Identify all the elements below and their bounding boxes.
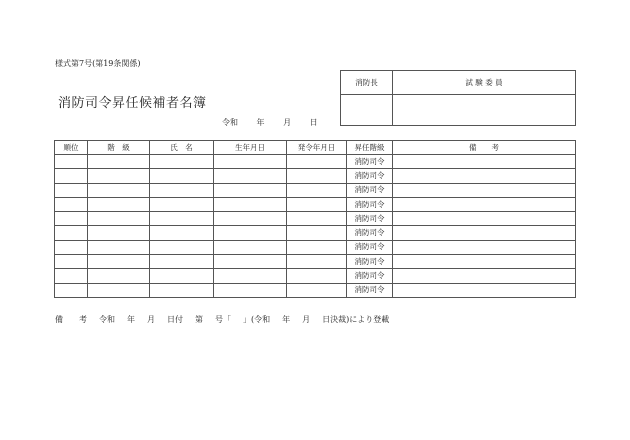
table-row	[55, 197, 576, 211]
entry-cell[interactable]	[150, 169, 214, 183]
roster-header-cell: 生年月日	[214, 141, 287, 155]
candidate-roster-table	[54, 140, 576, 298]
entry-cell[interactable]	[150, 212, 214, 226]
rank-cell: 消防司令	[347, 212, 393, 226]
remarks-part: 日付	[167, 315, 183, 324]
entry-cell[interactable]	[150, 226, 214, 240]
rank-cell: 消防司令	[347, 269, 393, 283]
entry-cell[interactable]	[55, 197, 88, 211]
entry-cell[interactable]	[287, 155, 347, 169]
entry-cell[interactable]	[88, 283, 150, 297]
rank-cell: 消防司令	[347, 226, 393, 240]
entry-cell[interactable]	[287, 240, 347, 254]
rank-cell: 消防司令	[347, 283, 393, 297]
entry-cell[interactable]	[55, 269, 88, 283]
page-title: 消防司令昇任候補者名簿	[58, 96, 207, 111]
entry-cell[interactable]	[393, 269, 576, 283]
entry-cell[interactable]	[214, 240, 287, 254]
remarks-part: 月	[147, 315, 155, 324]
remarks-part: 令和	[99, 315, 115, 324]
entry-cell[interactable]	[214, 197, 287, 211]
form-number: 様式第7号(第19条関係)	[55, 59, 141, 68]
entry-cell[interactable]	[393, 240, 576, 254]
entry-cell[interactable]	[287, 226, 347, 240]
remarks-line	[55, 314, 401, 325]
table-row	[55, 155, 576, 169]
roster-header-cell: 発令年月日	[287, 141, 347, 155]
entry-cell[interactable]	[214, 155, 287, 169]
remarks-part: 年	[282, 315, 291, 324]
entry-cell[interactable]	[55, 255, 88, 269]
entry-cell[interactable]	[393, 155, 576, 169]
remarks-part: 備 考	[55, 315, 87, 324]
rank-cell: 消防司令	[347, 169, 393, 183]
remarks-part: 第	[195, 315, 203, 324]
rank-cell: 消防司令	[347, 255, 393, 269]
entry-cell[interactable]	[88, 269, 150, 283]
date-day: 日	[309, 118, 318, 127]
entry-cell[interactable]	[393, 255, 576, 269]
entry-cell[interactable]	[287, 197, 347, 211]
entry-cell[interactable]	[88, 197, 150, 211]
date-month: 月	[283, 118, 292, 127]
committee-seal-cell[interactable]	[393, 95, 576, 126]
entry-cell[interactable]	[287, 269, 347, 283]
entry-cell[interactable]	[55, 212, 88, 226]
entry-cell[interactable]	[55, 240, 88, 254]
entry-cell[interactable]	[150, 269, 214, 283]
date-line	[222, 117, 332, 128]
date-era: 令和	[222, 118, 238, 127]
roster-header-cell: 昇任階級	[347, 141, 393, 155]
entry-cell[interactable]	[88, 183, 150, 197]
table-row	[55, 226, 576, 240]
entry-cell[interactable]	[214, 255, 287, 269]
remarks-part: 年	[127, 315, 135, 324]
entry-cell[interactable]	[393, 283, 576, 297]
entry-cell[interactable]	[150, 255, 214, 269]
table-row	[55, 240, 576, 254]
entry-cell[interactable]	[88, 155, 150, 169]
remarks-part: 日決裁)により登載	[322, 315, 390, 324]
entry-cell[interactable]	[287, 255, 347, 269]
entry-cell[interactable]	[287, 183, 347, 197]
entry-cell[interactable]	[88, 255, 150, 269]
entry-cell[interactable]	[214, 226, 287, 240]
rank-cell: 消防司令	[347, 183, 393, 197]
entry-cell[interactable]	[287, 212, 347, 226]
entry-cell[interactable]	[393, 197, 576, 211]
entry-cell[interactable]	[88, 226, 150, 240]
entry-cell[interactable]	[88, 169, 150, 183]
entry-cell[interactable]	[88, 212, 150, 226]
entry-cell[interactable]	[214, 269, 287, 283]
table-row	[55, 212, 576, 226]
remarks-part: 」(令和	[243, 315, 271, 324]
roster-header-cell: 順位	[55, 141, 88, 155]
entry-cell[interactable]	[55, 226, 88, 240]
entry-cell[interactable]	[214, 169, 287, 183]
table-row	[55, 255, 576, 269]
entry-cell[interactable]	[150, 283, 214, 297]
rank-cell: 消防司令	[347, 155, 393, 169]
entry-cell[interactable]	[55, 283, 88, 297]
chief-seal-cell[interactable]	[341, 95, 393, 126]
entry-cell[interactable]	[88, 240, 150, 254]
entry-cell[interactable]	[55, 183, 88, 197]
roster-header-row	[55, 141, 576, 155]
table-row	[55, 283, 576, 297]
table-row	[55, 169, 576, 183]
entry-cell[interactable]	[393, 226, 576, 240]
entry-cell[interactable]	[55, 169, 88, 183]
entry-cell[interactable]	[150, 197, 214, 211]
roster-header-cell: 備 考	[393, 141, 576, 155]
entry-cell[interactable]	[214, 183, 287, 197]
entry-cell[interactable]	[393, 169, 576, 183]
entry-cell[interactable]	[214, 283, 287, 297]
roster-header-cell: 階 級	[88, 141, 150, 155]
rank-cell: 消防司令	[347, 240, 393, 254]
remarks-part: 号「	[215, 315, 231, 324]
entry-cell[interactable]	[150, 240, 214, 254]
entry-cell[interactable]	[214, 212, 287, 226]
table-row	[55, 269, 576, 283]
entry-cell[interactable]	[150, 155, 214, 169]
chief-label: 消防長	[341, 71, 393, 95]
entry-cell[interactable]	[393, 212, 576, 226]
table-row	[55, 183, 576, 197]
entry-cell[interactable]	[287, 169, 347, 183]
entry-cell[interactable]	[55, 155, 88, 169]
entry-cell[interactable]	[150, 183, 214, 197]
date-year: 年	[256, 118, 265, 127]
entry-cell[interactable]	[287, 283, 347, 297]
exam-signature-box	[340, 70, 576, 126]
rank-cell: 消防司令	[347, 197, 393, 211]
committee-label: 試 験 委 員	[393, 71, 576, 95]
entry-cell[interactable]	[393, 183, 576, 197]
roster-header-cell: 氏 名	[150, 141, 214, 155]
remarks-part: 月	[302, 315, 311, 324]
